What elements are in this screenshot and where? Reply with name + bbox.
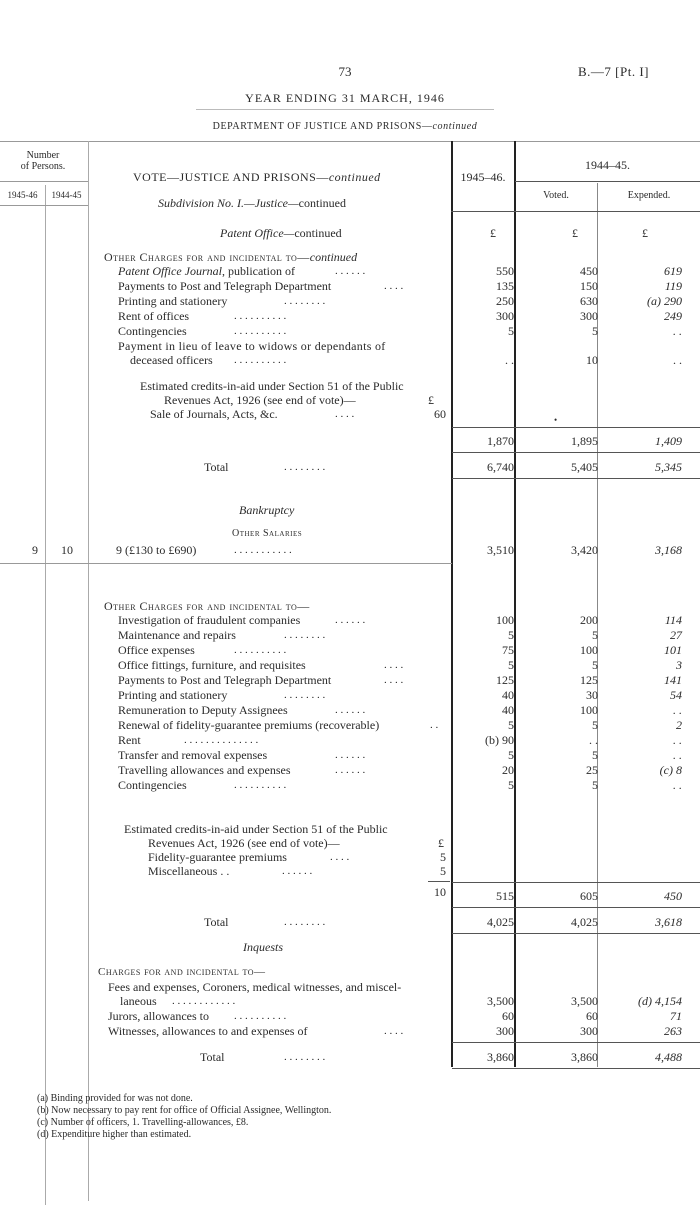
- header-1945: 1944–45.: [585, 158, 630, 172]
- list-item: Printing and stationery: [118, 294, 228, 308]
- salaries-voted: 3,420: [571, 543, 598, 557]
- fees-expended: (d) 4,154: [638, 994, 682, 1008]
- cell-expended: 141: [664, 673, 682, 687]
- leader-dots: . . . . . .: [335, 614, 366, 626]
- salaries-label: 9 (£130 to £690): [116, 543, 197, 557]
- cell-voted: 5: [592, 718, 598, 732]
- cell-expended: 114: [664, 613, 682, 627]
- inquests-total-1946: 3,860: [487, 1050, 514, 1064]
- pound-sign-voted: £: [572, 226, 578, 240]
- inquests-total-expended: 4,488: [655, 1050, 682, 1064]
- list-item: Payments to Post and Telegraph Department: [118, 279, 332, 293]
- persons-header-line2: of Persons.: [20, 161, 66, 172]
- cell-voted: 100: [580, 703, 598, 717]
- cell-voted: 200: [580, 613, 598, 627]
- bankruptcy-total-voted: 4,025: [571, 915, 598, 929]
- cell-v1946: 40: [502, 688, 514, 702]
- patent-subtotal-1946: 1,870: [487, 434, 514, 448]
- credits-value-fidelity: 5: [440, 850, 446, 864]
- leader-dots: . . . . . .: [335, 764, 366, 776]
- bankruptcy-total-expended: 3,618: [655, 915, 682, 929]
- witnesses-expended: 263: [664, 1024, 682, 1038]
- cell-voted: 5: [592, 628, 598, 642]
- cell-voted: 30: [586, 688, 598, 702]
- patent-subtotal-rule: [452, 427, 700, 428]
- leader-dots: . . . . . . . . . .: [234, 779, 287, 791]
- leader-dots: . . . . . .: [335, 749, 366, 761]
- cell-expended: . .: [673, 733, 682, 747]
- list-item: Renewal of fidelity-guarantee premiums (recoverable): [118, 718, 380, 732]
- year-title: YEAR ENDING 31 MARCH, 1946: [245, 91, 445, 105]
- header-1946: 1945–46.: [460, 170, 506, 184]
- report-reference: B.—7 [Pt. I]: [578, 64, 649, 79]
- list-item: Payments to Post and Telegraph Department: [118, 673, 332, 687]
- salaries-rule: [0, 563, 452, 564]
- list-item: Office fittings, furniture, and requisites: [118, 658, 306, 672]
- leader-dots: . . . .: [384, 674, 404, 686]
- inquests-heading: Inquests: [243, 940, 283, 954]
- patent-credits-item: Sale of Journals, Acts, &c.: [150, 407, 278, 421]
- persons-header-1945: 1944-45: [51, 190, 82, 200]
- other-salaries-heading: Other Salaries: [232, 528, 303, 539]
- jurors-1946: 60: [502, 1009, 514, 1023]
- list-item: Rent of offices: [118, 309, 190, 323]
- inquests-total-bottom-rule: [452, 1068, 700, 1069]
- bankruptcy-subtotal-expended: 450: [664, 889, 682, 903]
- pound-sign-1946: £: [490, 226, 496, 240]
- cell-voted: 5: [592, 748, 598, 762]
- header-expended: Expended.: [627, 190, 671, 201]
- credits-item-fidelity: Fidelity-guarantee premiums: [148, 850, 287, 864]
- persons-header-rule: [0, 181, 88, 182]
- inquests-total-voted: 3,860: [571, 1050, 598, 1064]
- list-item: Rent: [118, 733, 141, 747]
- cell-v1946: 125: [496, 673, 514, 687]
- bankruptcy-heading: Bankruptcy: [239, 503, 295, 517]
- cell-voted: 125: [580, 673, 598, 687]
- list-item: Travelling allowances and expenses: [118, 763, 291, 777]
- bankruptcy-persons-1945: 10: [61, 543, 73, 557]
- list-item: Investigation of fraudulent companies: [118, 613, 301, 627]
- bankruptcy-subtotal-1946: 515: [496, 889, 514, 903]
- print-dot: •: [554, 415, 558, 425]
- salaries-expended: 3,168: [655, 543, 682, 557]
- year-header-rule: [515, 181, 700, 182]
- patent-credits-line2: Revenues Act, 1926 (see end of vote)—: [164, 393, 356, 407]
- list-item: deceased officers: [130, 353, 213, 367]
- list-item: Contingencies: [118, 324, 187, 338]
- page-number: 73: [338, 64, 352, 79]
- bankruptcy-total-rule: [452, 907, 700, 908]
- cell-expended: 27: [670, 628, 682, 642]
- list-item: Contingencies: [118, 778, 187, 792]
- cell-voted: . .: [589, 733, 598, 747]
- department-title: DEPARTMENT OF JUSTICE AND PRISONS—continued: [212, 121, 478, 132]
- salaries-1946: 3,510: [487, 543, 514, 557]
- persons-header-line1: Number: [26, 150, 60, 161]
- subdivision-title: Subdivision No. I.—Justice—continued: [158, 196, 346, 210]
- table-top-rule: [0, 141, 700, 142]
- patent-subtotal-voted: 1,895: [571, 434, 598, 448]
- credits-item-misc: Miscellaneous . .: [148, 864, 230, 878]
- list-item: Maintenance and repairs: [118, 628, 236, 642]
- patent-other-charges-heading: Other Charges for and incidental to—continued: [104, 250, 358, 264]
- patent-office-heading: Patent Office—continued: [220, 226, 342, 240]
- leader-dots: . . . . . . . .: [284, 629, 326, 641]
- persons-divider: [45, 185, 46, 1205]
- bankruptcy-persons-1946: 9: [32, 543, 38, 557]
- cell-expended: . .: [673, 703, 682, 717]
- persons-header-bottom-rule: [0, 205, 88, 206]
- cell-voted: 100: [580, 643, 598, 657]
- fees-1946: 3,500: [487, 994, 514, 1008]
- patent-total-rule: [452, 452, 700, 453]
- witnesses-1946: 300: [496, 1024, 514, 1038]
- patent-total-voted: 5,405: [571, 460, 598, 474]
- cell-expended: 54: [670, 688, 682, 702]
- witnesses-label: Witnesses, allowances to and expenses of: [108, 1024, 308, 1038]
- bankruptcy-subtotal-voted: 605: [580, 889, 598, 903]
- footnote-a: (a) Binding provided for was not done.: [37, 1093, 193, 1104]
- cell-voted: 25: [586, 763, 598, 777]
- bankruptcy-credits-pound: £: [438, 836, 444, 850]
- cell-v1946: 5: [508, 748, 514, 762]
- leader-dots: . .: [430, 719, 439, 731]
- bankruptcy-subtotal-top-rule: [452, 882, 700, 883]
- persons-outer-divider: [88, 141, 89, 1201]
- column-divider-voted: [514, 141, 516, 1067]
- cell-v1946: 20: [502, 763, 514, 777]
- bankruptcy-total-label: Total: [204, 915, 229, 929]
- cell-expended: (c) 8: [659, 763, 682, 777]
- footnote-d: (d) Expenditure higher than estimated.: [37, 1129, 192, 1140]
- jurors-voted: 60: [586, 1009, 598, 1023]
- patent-total-bottom-rule: [452, 478, 700, 479]
- jurors-expended: 71: [670, 1009, 682, 1023]
- patent-credits-value: 60: [434, 407, 446, 421]
- cell-v1946: 40: [502, 703, 514, 717]
- leader-dots: . . . .: [384, 659, 404, 671]
- fees-line2: laneous: [120, 994, 157, 1008]
- patent-credits-line1: Estimated credits-in-aid under Section 51 of the Public: [140, 379, 404, 393]
- footnote-b: (b) Now necessary to pay rent for office of Official Assignee, Wellington.: [37, 1105, 332, 1116]
- vote-title: VOTE—JUSTICE AND PRISONS—continued: [133, 170, 381, 184]
- title-rule: [196, 109, 494, 110]
- cell-expended: . .: [673, 778, 682, 792]
- fees-line1: Fees and expenses, Coroners, medical witnesses, and miscel-: [108, 980, 402, 994]
- credits-value-misc: 5: [440, 864, 446, 878]
- cell-expended: 3: [676, 658, 682, 672]
- witnesses-voted: 300: [580, 1024, 598, 1038]
- cell-v1946: 5: [508, 658, 514, 672]
- list-item: Patent Office Journal, publication of: [118, 264, 295, 278]
- cell-v1946: 75: [502, 643, 514, 657]
- credits-sum-rule: [428, 881, 450, 882]
- bankruptcy-total-1946: 4,025: [487, 915, 514, 929]
- patent-total-1946: 6,740: [487, 460, 514, 474]
- credits-total: 10: [434, 885, 446, 899]
- cell-v1946: (b) 90: [485, 733, 514, 747]
- list-item: Remuneration to Deputy Assignees: [118, 703, 288, 717]
- pound-sign-expended: £: [642, 226, 648, 240]
- fees-voted: 3,500: [571, 994, 598, 1008]
- patent-total-label: Total: [204, 460, 229, 474]
- bankruptcy-total-bottom-rule: [452, 933, 700, 934]
- bankruptcy-credits-line2: Revenues Act, 1926 (see end of vote)—: [148, 836, 340, 850]
- persons-header-1946: 1945-46: [7, 190, 38, 200]
- patent-subtotal-expended: 1,409: [655, 434, 682, 448]
- header-bottom-rule: [451, 211, 700, 212]
- cell-v1946: 5: [508, 718, 514, 732]
- cell-expended: 2: [676, 718, 682, 732]
- inquests-total-rule: [452, 1042, 700, 1043]
- patent-total-expended: 5,345: [655, 460, 682, 474]
- header-voted: Voted.: [543, 190, 569, 201]
- cell-v1946: 5: [508, 628, 514, 642]
- inquests-total-label: Total: [200, 1050, 225, 1064]
- cell-v1946: 100: [496, 613, 514, 627]
- leader-dots: . . . . . . . .: [284, 689, 326, 701]
- cell-voted: 5: [592, 778, 598, 792]
- leader-dots: . . . . . . . . . . . . . .: [184, 734, 259, 746]
- inquests-charges-heading: Charges for and incidental to—: [98, 966, 266, 978]
- jurors-label: Jurors, allowances to: [108, 1009, 209, 1023]
- leader-dots: . . . . . .: [335, 704, 366, 716]
- leader-dots: . . . . . . . . . .: [234, 644, 287, 656]
- list-item: Transfer and removal expenses: [118, 748, 268, 762]
- cell-voted: 5: [592, 658, 598, 672]
- list-item: Printing and stationery: [118, 688, 228, 702]
- list-item: Office expenses: [118, 643, 195, 657]
- cell-expended: . .: [673, 748, 682, 762]
- footnote-c: (c) Number of officers, 1. Travelling-allowances, £8.: [37, 1117, 249, 1128]
- patent-credits-pound: £: [428, 393, 434, 407]
- bankruptcy-other-charges-heading: Other Charges for and incidental to—: [104, 599, 310, 613]
- list-item: Payment in lieu of leave to widows or dependants of: [118, 339, 386, 353]
- cell-expended: 101: [664, 643, 682, 657]
- bankruptcy-credits-line1: Estimated credits-in-aid under Section 51 of the Public: [124, 822, 388, 836]
- cell-v1946: 5: [508, 778, 514, 792]
